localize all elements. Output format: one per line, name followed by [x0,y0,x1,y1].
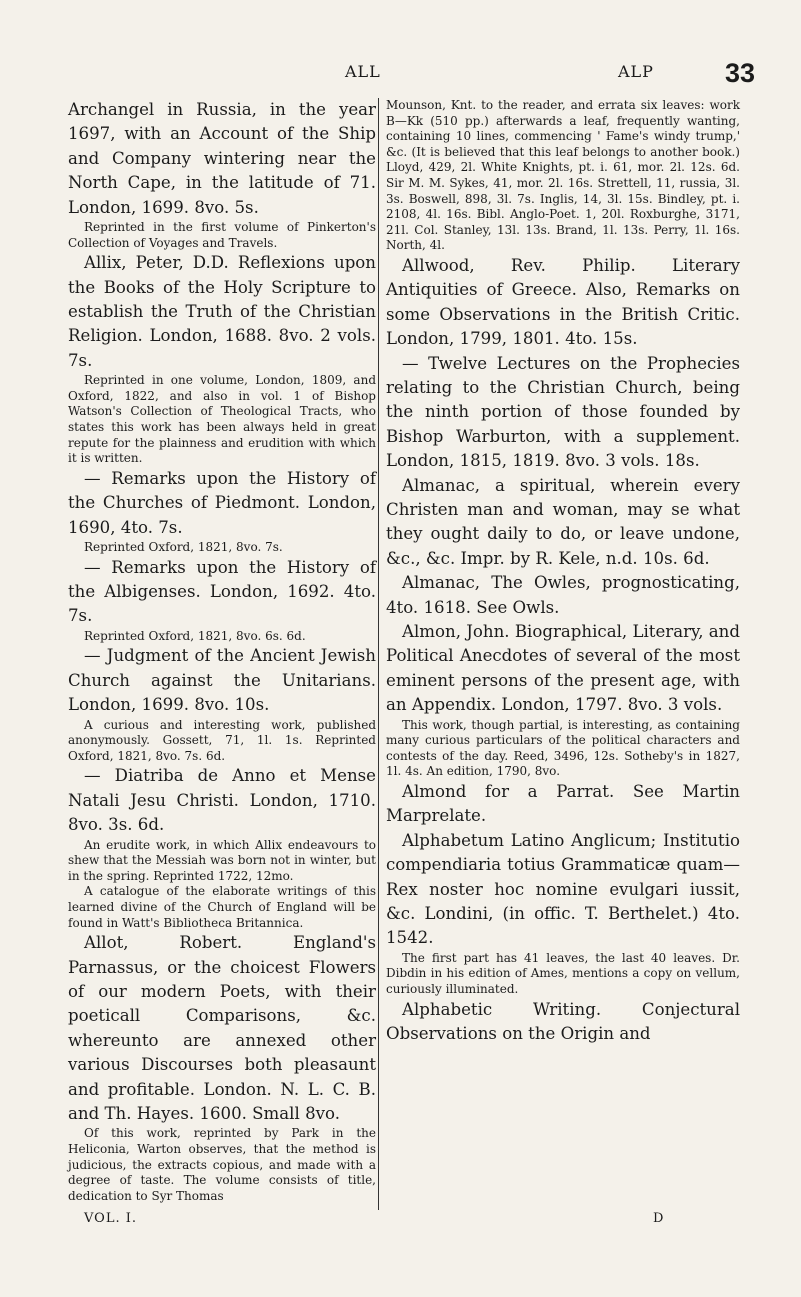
note: Reprinted in one volume, London, 1809, and Oxford, 1822, and also in vol. 1 of Bishop Watson's Collection of Theological Tracts, who states this work has been always held in great repute for the plainness and erudition with which it is written. [68,373,376,466]
entry: Allot, Robert. England's Parnassus, or the choicest Flowers of our modern Poets, with their poeticall Comparisons, &c. whereunto are annexed other various Discourses both pleasaunt and profitable. London. N. L. C. B. and Th. Hayes. 1600. Small 8vo. [68,933,376,1124]
entry: Allwood, Rev. Philip. Literary Antiquities of Greece. Also, Remarks on some Observations in the British Critic. London, 1799, 1801. 4to. 15s. [386,255,740,349]
entry: Alphabetic Writing. Conjectural Observations on the Origin and [386,999,740,1044]
note: Mounson, Knt. to the reader, and errata six leaves: work B—Kk (510 pp.) afterwards a leaf, frequently wanting, containing 10 lines, commencing ' Fame's windy trump,' &c. (It is believed that this leaf belongs to another book.) Lloyd, 429, 2l. White Knights, pt. i. 61, mor. 2l. 12s. 6d. Sir M. M. Sykes, 41, mor. 2l. 16s. Strettell, 11, russia, 3l. 3s. Boswell, 898, 3l. 7s. Inglis, 14, 3l. 15s. Bindley, pt. i. 2108, 4l. 16s. Bibl. Anglo-Poet. 1, 20l. Roxburghe, 3171, 21l. Col. Stanley, 13l. 13s. Brand, 1l. 13s. Perry, 1l. 16s. North, 4l. [386,98,740,253]
entry: — Judgment of the Ancient Jewish Church against the Unitarians. London, 1699. 8vo. 10s. [68,646,376,715]
note: An erudite work, in which Allix endeavours to shew that the Messiah was born not in winter, but in the spring. Reprinted 1722, 12mo. [68,837,376,883]
note: A catalogue of the elaborate writings of this learned divine of the Church of England will be found in Watt's Bibliotheca Britannica. [68,884,376,930]
right-column [386,98,740,1046]
entry: Archangel in Russia, in the year 1697, with an Account of the Ship and Company wintering near the North Cape, in the latitude of 71. London, 1699. 8vo. 5s. [68,100,376,217]
volume-label: VOL. I. [84,1211,137,1226]
entry: Almanac, a spiritual, wherein every Christen man and woman, may se what they ought daily to do, or leave undone, &c., &c. Impr. by R. Kele, n.d. 10s. 6d. [386,475,740,568]
signature-mark: D [653,1211,664,1226]
entry: Allix, Peter, D.D. Reflexions upon the Books of the Holy Scripture to establish the Truth of the Christian Religion. London, 1688. 8vo. 2 vols. 7s. [68,253,376,370]
entry: Alphabetum Latino Anglicum; Institutio compendiaria totius Grammaticæ quam—Rex noster hoc nomine evulgari iussit, &c. Londini, (in offic. T. Berthelet.) 4to. 1542. [386,830,740,948]
entry: — Remarks upon the History of the Churches of Piedmont. London, 1690, 4to. 7s. [68,468,376,537]
note: A curious and interesting work, published anonymously. Gossett, 71, 1l. 1s. Reprinted Oxford, 1821, 8vo. 7s. 6d. [68,717,376,763]
note: The first part has 41 leaves, the last 40 leaves. Dr. Dibdin in his edition of Ames, mentions a copy on vellum, curiously illuminated. [386,950,740,997]
left-column [68,98,376,1204]
entry: — Diatriba de Anno et Mense Natali Jesu Christi. London, 1710. 8vo. 3s. 6d. [68,766,376,835]
running-head-left: ALL [345,62,381,81]
note: Reprinted Oxford, 1821, 8vo. 6s. 6d. [84,628,306,643]
entry: Almond for a Parrat. See Martin Marprelate. [386,782,740,826]
note: Reprinted Oxford, 1821, 8vo. 7s. [84,540,283,555]
entry: Almanac, The Owles, prognosticating, 4to. 1618. See Owls. [386,573,740,617]
note: This work, though partial, is interesting, as containing many curious particulars of the political characters and contests of the day. Reed, 3496, 12s. Sotheby's in 1827, 1l. 4s. An edition, 1790, 8vo. [386,717,740,779]
column-divider [378,98,379,1210]
entry: — Remarks upon the History of the Albigenses. London, 1692. 4to. 7s. [68,557,376,626]
running-head-right: ALP [618,62,654,81]
note: Of this work, reprinted by Park in the Heliconia, Warton observes, that the method is judicious, the extracts copious, and made with a degree of taste. The volume consists of title, dedication to Syr Thomas [68,1126,376,1203]
note: Reprinted in the first volume of Pinkerton's Collection of Voyages and Travels. [68,220,376,250]
page-number: 33 [725,58,756,88]
entry: — Twelve Lectures on the Prophecies relating to the Christian Church, being the ninth portion of those founded by Bishop Warburton, with a supplement. London, 1815, 1819. 8vo. 3 vols. 18s. [386,353,740,471]
entry: Almon, John. Biographical, Literary, and Political Anecdotes of several of the most eminent persons of the present age, with an Appendix. London, 1797. 8vo. 3 vols. [386,622,740,715]
